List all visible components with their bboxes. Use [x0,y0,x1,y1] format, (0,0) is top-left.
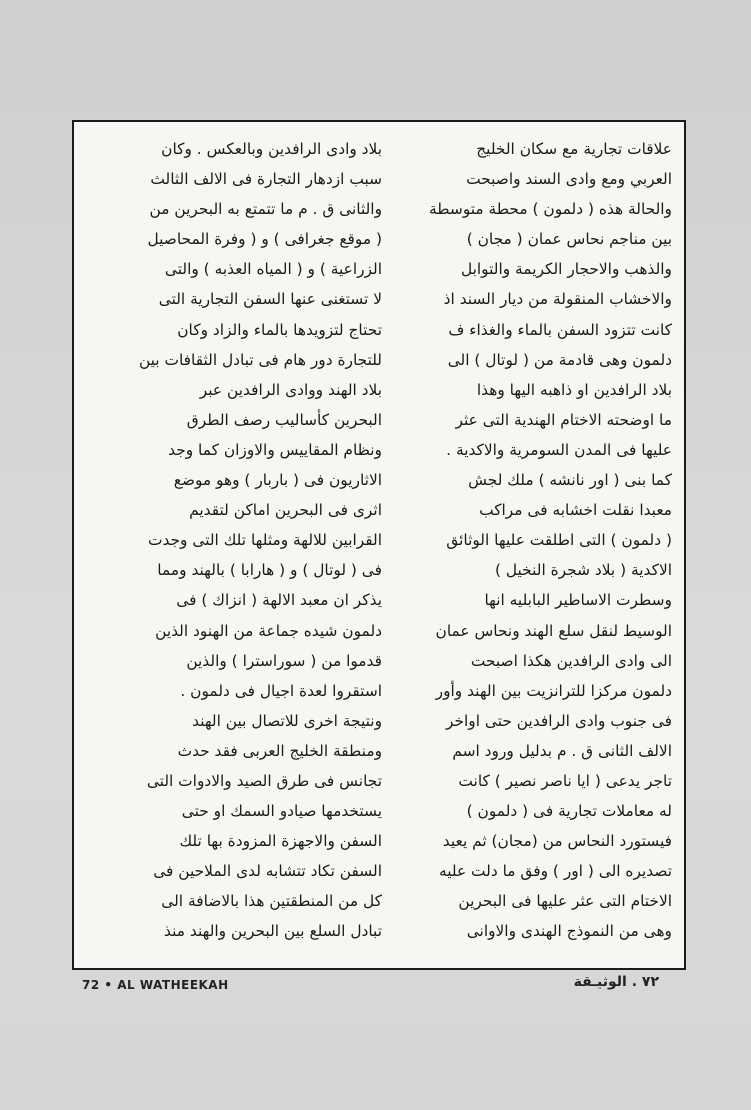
text-line: استقروا لعدة اجيال فى دلمون . [180,681,382,700]
text-line: وسطرت الاساطير البابليه انها [484,591,672,610]
text-line: تصديره الى ( اور ) وفق ما دلت عليه [438,862,672,881]
text-line: دلمون شيده جماعة من الهنود الذين [155,621,382,640]
text-line: الى وادى الرافدين هكذا اصبحت [470,651,672,670]
article-frame [72,120,686,970]
footer-page-label-latin: 72 • AL WATHEEKAH [82,978,229,992]
text-line: القرابين للالهة ومثلها تلك التى وجدت [147,531,382,550]
text-line: تحتاج لتزويدها بالماء والزاد وكان [177,320,382,339]
text-line: ونتيجة اخرى للاتصال بين الهند [192,711,382,730]
text-line: فى جنوب وادى الرافدين حتى اواخر [446,711,672,730]
text-line: الاثاريون فى ( باربار ) وهو موضع [173,471,382,490]
text-line: لا تستغنى عنها السفن التجارية التى [158,290,382,309]
text-line: فيستورد النحاس من (مجان) ثم يعيد [442,832,672,851]
text-line: كل من المنطقتين هذا بالاضافة الى [161,892,382,911]
text-line: تجانس فى طرق الصيد والادوات التى [146,771,382,790]
text-line: ( دلمون ) التى اطلقت عليها الوثائق [446,531,672,550]
footer-page-label-arabic: ٧٢ . الوثيـقة [573,974,659,990]
text-line: والاخشاب المنقولة من ديار السند اذ [443,290,672,309]
text-line: له معاملات تجارية فى ( دلمون ) [466,802,672,821]
text-line: عليها فى المدن السومرية والاكدية . [446,440,672,459]
text-line: للتجارة دور هام فى تبادل الثقافات بين [138,350,382,369]
text-line: كما بنى ( اور نانشه ) ملك لجش [468,471,672,490]
text-column-left [100,134,382,954]
text-line: العربي ومع وادى السند واصبحت [466,170,672,189]
text-line: تاجر يدعى ( ايا ناصر نصير ) كانت [458,771,672,790]
text-line: البحرين كأساليب رصف الطرق [186,410,382,429]
text-line: والحالة هذه ( دلمون ) محطة متوسطة [429,200,672,219]
text-line: علاقات تجارية مع سكان الخليج [476,140,672,158]
text-column-right [382,134,672,954]
text-line: دلمون مركزا للترانزيت بين الهند وأور [435,681,672,700]
text-line: اثرى فى البحرين اماكن لتقديم [189,501,382,520]
text-line: فى ( لوتال ) و ( هارابا ) بالهند ومما [157,561,382,580]
text-line: الزراعية ) و ( المياه العذبه ) والتى [164,260,382,279]
text-line [382,947,672,954]
text-line: دلمون وهى قادمة من ( لوتال ) الى [447,350,672,369]
text-line: ما اوضحته الاختام الهندية التى عثر [455,410,672,429]
text-line: ونظام المقاييس والاوزان كما وجد [168,440,382,459]
text-line: قدموا من ( سوراسترا ) والذين [186,651,382,670]
text-line: بلاد الرافدين او ذاهبه اليها وهذا [476,380,672,399]
text-line: السفن تكاد تتشابه لدى الملاحين فى [153,862,382,881]
text-line: بين مناجم نحاس عمان ( مجان ) [466,230,672,249]
text-line: بلاد الهند ووادى الرافدين عبر [199,380,382,399]
text-line: الاختام التى عثر عليها فى البحرين [458,892,672,911]
text-line: الاكدية ( بلاد شجرة النخيل ) [494,561,672,580]
text-line: الالف الثانى ق . م بدليل ورود اسم [452,741,672,760]
text-line: والثانى ق . م ما تتمتع به البحرين من [149,200,382,219]
text-line: والذهب والاحجار الكريمة والتوابل [460,260,672,279]
text-line: معبدا نقلت اخشابه فى مراكب [479,501,672,520]
text-line: سبب ازدهار التجارة فى الالف الثالث [150,170,382,189]
text-line: ( موقع جغرافى ) و ( وفرة المحاصيل [147,230,382,249]
text-line: الوسيط لنقل سلع الهند ونحاس عمان [435,621,672,640]
text-line: وهى من النموذج الهندى والاوانى [466,922,672,941]
text-line [100,947,382,954]
text-line: يستخدمها صيادو السمك او حتى [181,802,382,821]
text-line: السفن والاجهزة المزودة بها تلك [179,832,382,851]
text-line: بلاد وادى الرافدين وبالعكس . وكان [161,140,382,158]
text-line: يذكر ان معبد الالهة ( انزاك ) فى [176,591,382,610]
text-line: ومنطقة الخليج العربى فقد حدث [177,741,382,760]
text-line: تبادل السلع بين البحرين والهند منذ [164,922,382,941]
text-line: كانت تتزود السفن بالماء والغذاء ف [448,320,672,339]
